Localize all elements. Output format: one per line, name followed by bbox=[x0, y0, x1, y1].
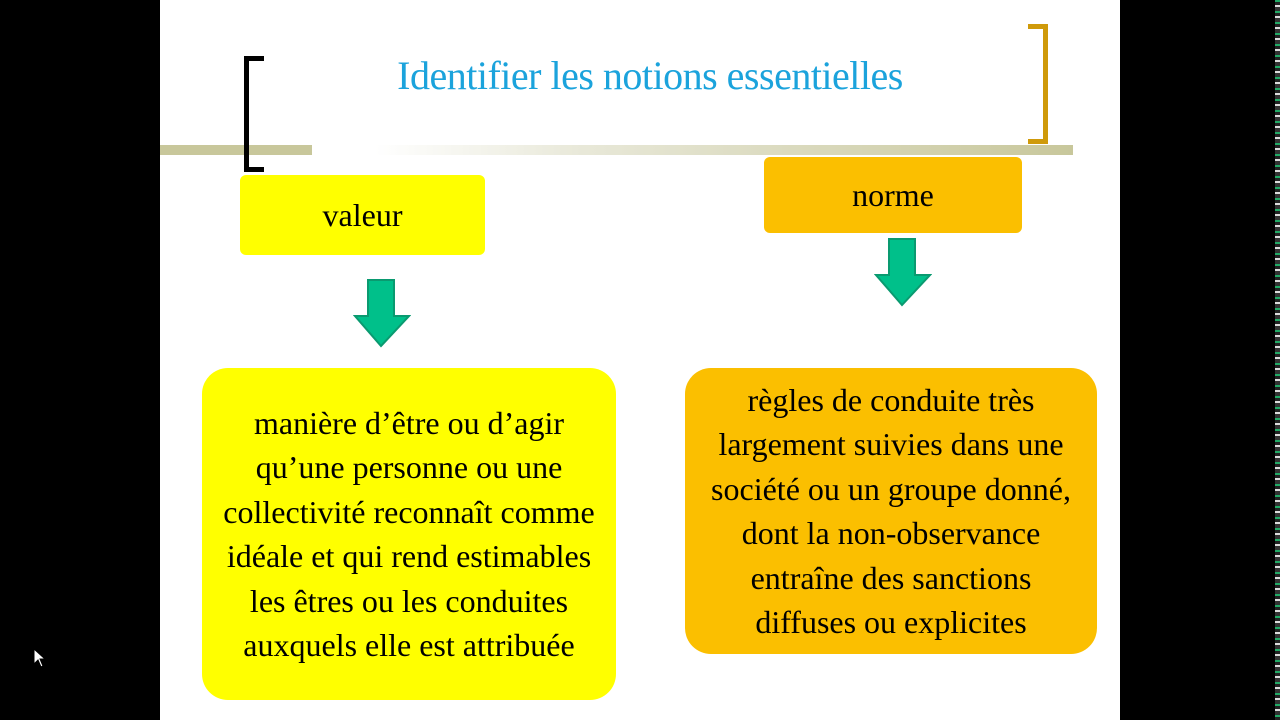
divider-left bbox=[160, 145, 312, 155]
down-arrow-icon bbox=[874, 237, 932, 307]
norme-label-box: norme bbox=[764, 157, 1022, 233]
divider-right bbox=[375, 145, 1073, 155]
valeur-label-box: valeur bbox=[240, 175, 485, 255]
norme-definition-box: règles de conduite très largement suivies dans une société ou un groupe donné, dont la non-observance entraîne des sanctions diffuses ou explicites bbox=[685, 368, 1097, 654]
slide-title: Identifier les notions essentielles bbox=[397, 53, 903, 98]
mouse-cursor-icon bbox=[33, 648, 47, 668]
valeur-definition-box: manière d’être ou d’agir qu’une personne ou une collectivité reconnaît comme idéale et qui rend estimables les êtres ou les conduites auxquels elle est attribuée bbox=[202, 368, 616, 700]
down-arrow-icon bbox=[353, 278, 411, 348]
video-artifact-strip bbox=[1275, 0, 1280, 720]
slide bbox=[160, 0, 1120, 720]
